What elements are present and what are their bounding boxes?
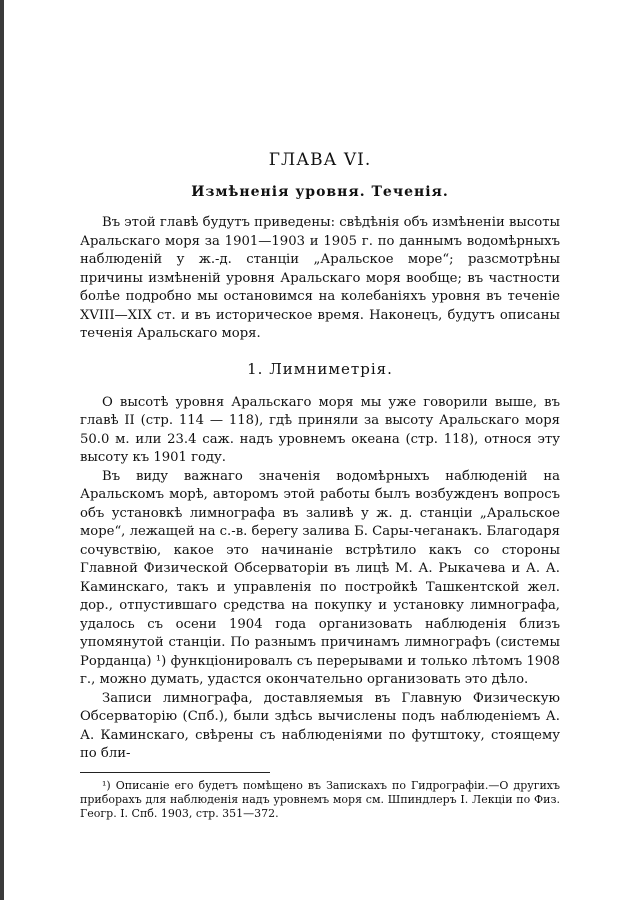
chapter-number: ГЛАВА VI. bbox=[268, 150, 372, 170]
footnote: ¹) Описаніе его будетъ помѣщено въ Запискахъ по Гидрографіи.—О другихъ приборахъ для наблюденія надъ уровнемъ моря см. Шпиндлеръ І. Лекціи по Физ. Геогр. І. Спб. 1903, стр. 351—372. bbox=[80, 778, 560, 820]
body-paragraph-3: Записи лимнографа, доставляемыя въ Главную Физическую Обсерваторію (Спб.), были здѣсь вычислены подъ наблюденіемъ А. А. Каминскаго, свѣрены съ наблюденіями по футштоку, стоящему по бли- bbox=[80, 690, 560, 761]
body-paragraph-1: О высотѣ уровня Аральскаго моря мы уже говорили выше, въ главѣ II (стр. 114 — 118), гдѣ приняли за высоту Аральскаго моря 50.0 м. или 23.4 саж. надъ уровнемъ океана (стр. 118), относя эту высоту къ 1901 году. bbox=[80, 394, 560, 465]
body-paragraph-2: Въ виду важнаго значенія водомѣрныхъ наблюденій на Аральскомъ морѣ, авторомъ этой работы былъ возбужденъ вопросъ объ установкѣ лимнографа въ заливѣ у ж. д. станціи „Аральское море“, лежащей на с.-в. берегу залива Б. Сары-чеганакъ. Благодаря сочувствію, какое это начинаніе встрѣтило какъ со стороны Главной Физической Обсерваторіи въ лицѣ М. А. Рыкачева и А. А. Каминскаго, такъ и управленія по постройкѣ Ташкентской жел. дор., отпустившаго средства на покупку и установку лимнографа, удалось съ осени 1904 года организовать наблюденія близъ упомянутой станціи. По разнымъ причинамъ лимнографъ (системы Рорданца) ¹) функціонировалъ съ перерывами и только лѣтомъ 1908 г., можно думать, удастся окончательно организовать это дѣло. bbox=[80, 468, 560, 687]
chapter-title: Измѣненія уровня. Теченія. bbox=[191, 184, 449, 200]
intro-paragraph: Въ этой главѣ будутъ приведены: свѣдѣнія объ измѣненіи высоты Аральскаго моря за 1901—1903 и 1905 г. по даннымъ водомѣрныхъ наблюденій у ж.-д. станціи „Аральское море“; разсмотрѣны причины измѣненій уровня Аральскаго моря вообще; въ частности болѣе подробно мы остановимся на колебаніяхъ уровня въ теченіе XVIII—XIX ст. и въ историческое время. Наконецъ, будутъ описаны теченія Аральскаго моря. bbox=[80, 215, 560, 341]
page-edge bbox=[0, 0, 4, 900]
footnote-divider bbox=[80, 772, 270, 773]
section-title: 1. Лимниметрія. bbox=[247, 359, 393, 378]
page-content bbox=[80, 150, 560, 821]
